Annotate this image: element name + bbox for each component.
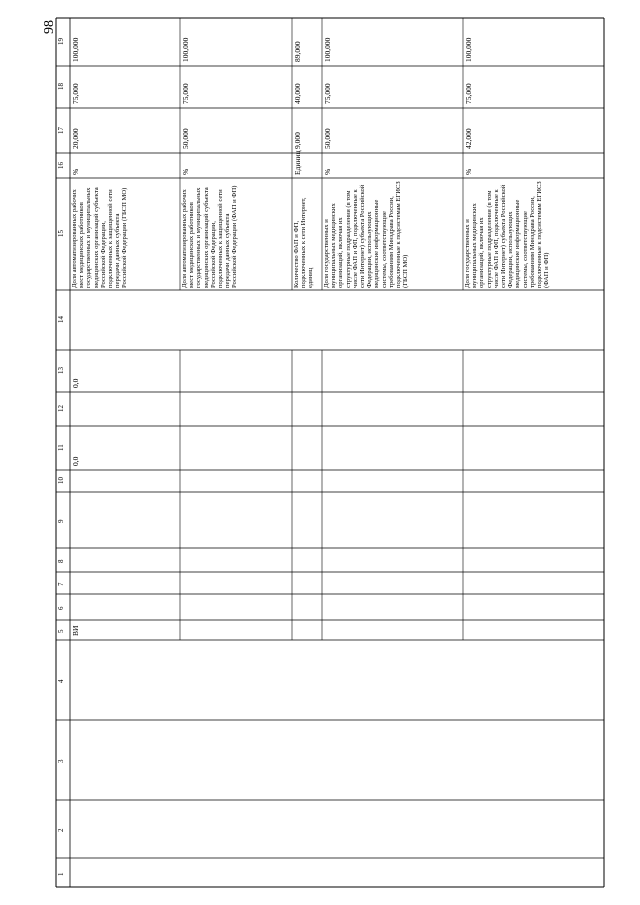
column-number-5: 5 (57, 629, 65, 633)
cell-value-17: 42,000 (464, 128, 473, 149)
column-number-7: 7 (57, 582, 65, 586)
cell-value-18: 75,000 (464, 83, 473, 104)
column-number-13: 13 (57, 367, 65, 374)
column-number-3: 3 (57, 759, 65, 763)
cell-value-19: 100,000 (181, 37, 190, 62)
cell-unit: % (71, 168, 80, 175)
indicator-text: Доля автоматизированных рабочих мест медицинских работников государственных и муниципальных медицинских организаций субъекта Российской Федерации, подключенных к защищенной сети передачи данных субъекта Российской Федерации (ФАП и ФП) (181, 185, 239, 288)
column-number-15: 15 (57, 230, 65, 237)
cell-value-17: 20,000 (71, 128, 80, 149)
column-number-1: 1 (57, 872, 65, 876)
cell-unit: % (323, 168, 332, 175)
cell-value-19: 100,000 (464, 37, 473, 62)
column-number-9: 9 (57, 519, 65, 523)
column-number-4: 4 (57, 679, 65, 683)
cell-value-18: 75,000 (181, 83, 190, 104)
cell-c11: 0,0 (71, 456, 80, 466)
cell-value-17: 9,000 (293, 132, 302, 149)
column-number-8: 8 (57, 559, 65, 563)
column-number-14: 14 (57, 316, 65, 323)
column-number-10: 10 (57, 477, 65, 484)
cell-c13: 0,0 (71, 378, 80, 388)
cell-value-18: 75,000 (71, 83, 80, 104)
cell-unit: % (181, 168, 190, 175)
column-number-11: 11 (57, 444, 65, 451)
cell-value-17: 50,000 (181, 128, 190, 149)
cell-value-17: 50,000 (323, 128, 332, 149)
column-number-16: 16 (57, 161, 65, 169)
cell-unit: % (464, 168, 473, 175)
indicator-text: Доля государственных и муниципальных медицинских организаций, включая их структурные подразделения (в том числе ФАП и ФП, подключенные к сети Интернет) субъекта Российской Федерации, использующих медицинские информационные системы, соответствующие требованиям Минздрава России, подключенные к подсистемам ЕГИСЗ (ФАП и ФП) (464, 181, 551, 288)
column-number-18: 18 (57, 83, 65, 90)
column-number-12: 12 (57, 405, 65, 412)
cell-value-18: 40,000 (293, 83, 302, 104)
column-number-6: 6 (57, 606, 65, 610)
cell-value-18: 75,000 (323, 83, 332, 104)
cell-value-19: 100,000 (71, 37, 80, 62)
cell-value-19: 89,000 (293, 41, 302, 62)
indicator-text: Доля автоматизированных рабочих мест медицинских работников государственных и муниципальных медицинских организаций субъекта Российской Федерации, подключенных к защищенной сети передачи данных субъекта Российской Федерации (ГБСП МО) (71, 187, 129, 288)
cell-c5: ВИ (71, 625, 80, 636)
column-number-2: 2 (57, 828, 65, 832)
column-number-19: 19 (57, 38, 65, 45)
page-number: 98 (42, 20, 57, 34)
cell-unit: Единиц (293, 150, 302, 175)
column-number-17: 17 (57, 126, 65, 134)
cell-value-19: 100,000 (323, 37, 332, 62)
indicator-text: Доля государственных и муниципальных медицинских организаций, включая их структурные подразделения (в том числе ФАП и ФП, подключенные к сети Интернет) субъекта Российской Федерации, использующих медицинские информационные системы, соответствующие требованиям Минздрава России, подключенные к подсистемам ЕГИСЗ (ГБСП МО) (323, 181, 410, 288)
indicator-text: Количество ФАП и ФП, подключенных к сети Интернет, единиц (293, 197, 315, 288)
